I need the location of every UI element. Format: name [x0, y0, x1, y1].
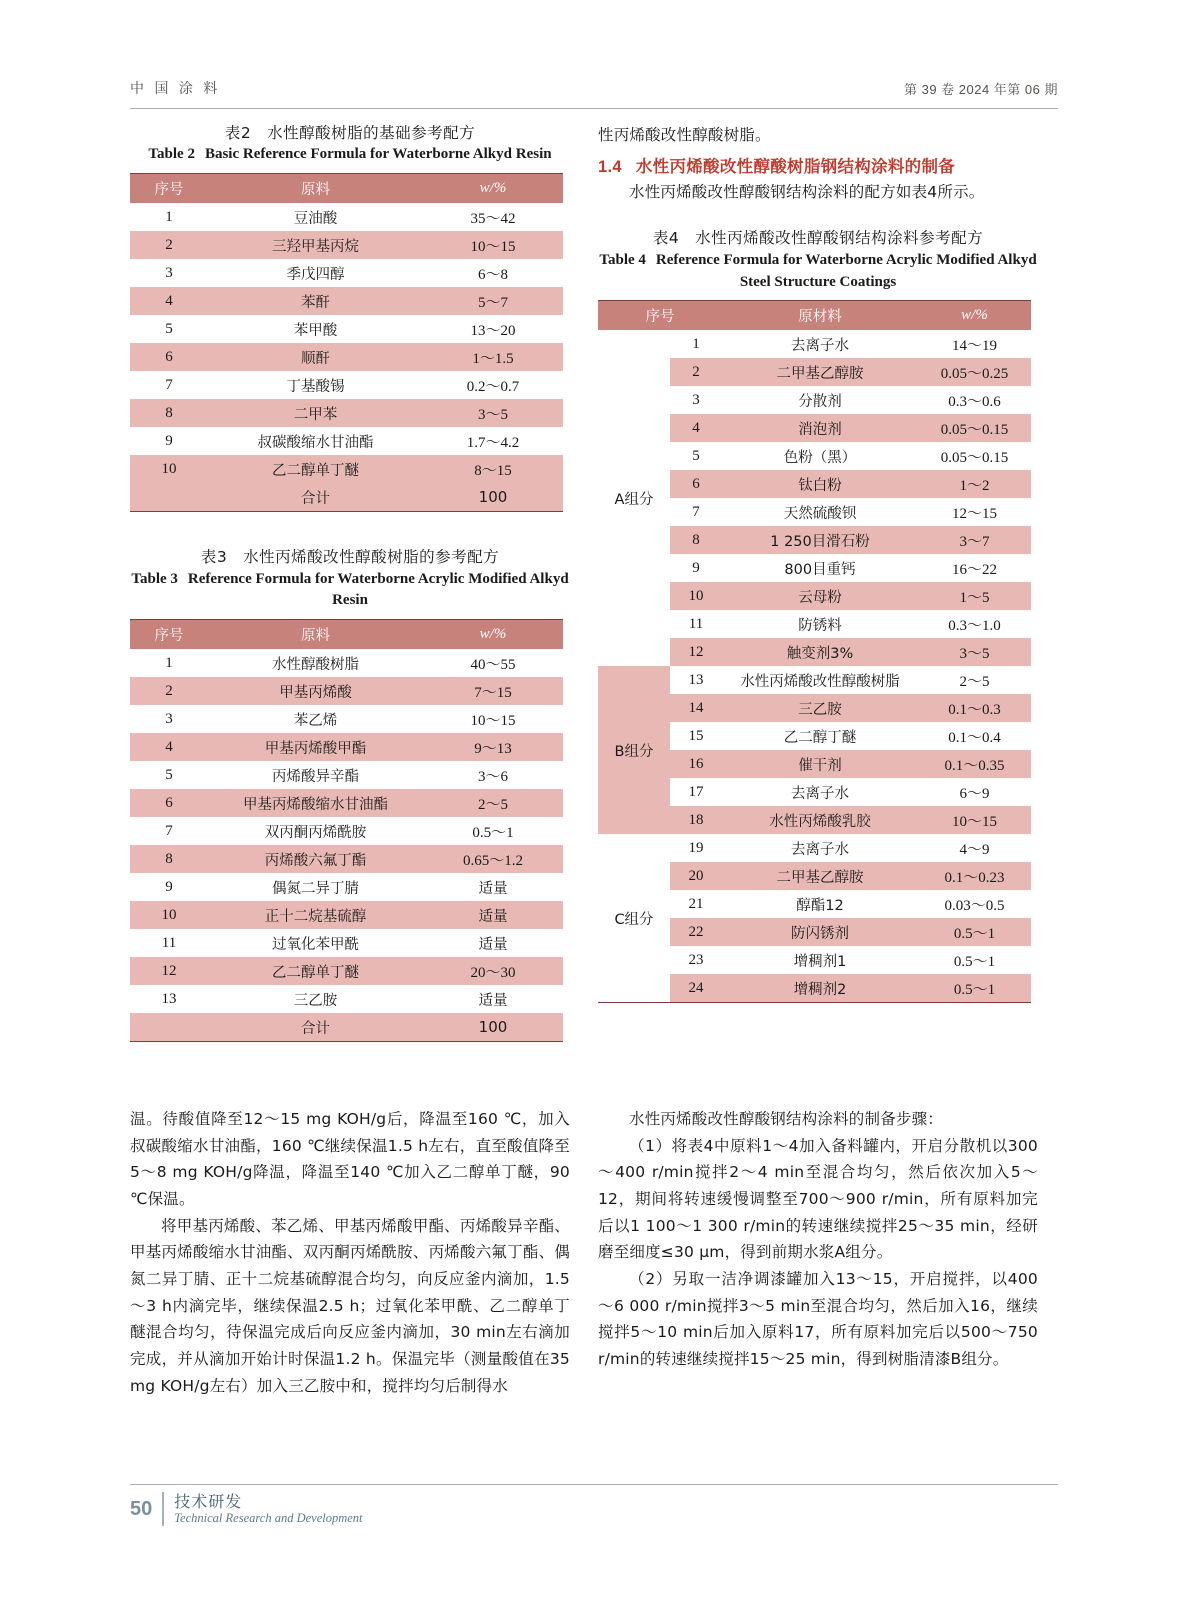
cell-no: 6: [130, 789, 208, 817]
table2-block: [130, 122, 570, 512]
cell-material: 分散剂: [722, 386, 918, 414]
cell-material: 叔碳酸缩水甘油酯: [208, 427, 423, 455]
cell-no: 6: [670, 470, 722, 498]
section-title: 水性丙烯酸改性醇酸树脂钢结构涂料的制备: [635, 156, 956, 176]
table-row: [598, 834, 1031, 862]
cell-value: 3～7: [918, 526, 1031, 554]
cell-material: 水性丙烯酸改性醇酸树脂: [722, 666, 918, 694]
cell-no: 3: [130, 259, 208, 287]
cell-material: 钛白粉: [722, 470, 918, 498]
table4-caption: [598, 227, 1038, 293]
cell-material: 水性醇酸树脂: [208, 649, 423, 677]
cell-no: 7: [130, 371, 208, 399]
issue-info: 第 39 卷 2024 年第 06 期: [903, 82, 1058, 97]
table2: [130, 173, 563, 512]
table2-col-material: 原料: [208, 174, 423, 204]
cell-no: 17: [670, 778, 722, 806]
cell-no: 22: [670, 918, 722, 946]
table2-total-row: [130, 483, 563, 512]
cell-material: 去离子水: [722, 834, 918, 862]
cell-value: 0.1～0.23: [918, 862, 1031, 890]
cell-value: 9～13: [423, 733, 563, 761]
table-row: [130, 203, 563, 231]
cell-value: 4～9: [918, 834, 1031, 862]
cell-no: 1: [130, 203, 208, 231]
header-rule: [130, 108, 1058, 109]
cell-value: 12～15: [918, 498, 1031, 526]
cell-value: 适量: [423, 901, 563, 929]
cell-value: 0.05～0.25: [918, 358, 1031, 386]
footer-section-cn: 技术研发: [174, 1491, 243, 1511]
table-row: [130, 455, 563, 483]
cell-material: 苯乙烯: [208, 705, 423, 733]
page-number: 50: [130, 1497, 153, 1520]
cell-material: 防锈料: [722, 610, 918, 638]
cell-material: 800目重钙: [722, 554, 918, 582]
group-label-b: B组分: [598, 666, 670, 834]
cell-no: 8: [670, 526, 722, 554]
cell-material: 增稠剂1: [722, 946, 918, 974]
right-lead-paragraph: 性丙烯酸改性醇酸树脂。: [598, 126, 771, 144]
table4-title-en: Reference Formula for Waterborne Acrylic Modified Alkyd Steel Structure Coatings: [655, 251, 1037, 290]
cell-no: 1: [130, 649, 208, 677]
paragraph: 将甲基丙烯酸、苯乙烯、甲基丙烯酸甲酯、丙烯酸异辛酯、甲基丙烯酸缩水甘油酯、双丙酮丙烯酰胺、丙烯酸六氟丁酯、偶氮二异丁腈、正十二烷基硫醇混合均匀，向反应釜内滴加，1.5～3 h内滴完毕，继续保温2.5 h；过氧化苯甲酰、乙二醇单丁醚混合均匀，待保温完成后向反应釜内滴加，30 min左右滴加完成，并从滴加开始计时保温1.2 h。保温完毕（测量酸值在35 mg KOH/g左右）加入三乙胺中和，搅拌均匀后制得水: [130, 1216, 570, 1395]
cell-value: 8～15: [423, 455, 563, 483]
table-row: [130, 845, 563, 873]
table-row: [130, 649, 563, 677]
table4-caption-en: [598, 250, 1038, 294]
cell-material: 丙烯酸六氟丁酯: [208, 845, 423, 873]
cell-material: 丙烯酸异辛酯: [208, 761, 423, 789]
table4-header-row: [598, 301, 1031, 331]
cell-material: 甲基丙烯酸缩水甘油酯: [208, 789, 423, 817]
table4-col-material: 原材料: [722, 301, 918, 331]
cell-no: 10: [670, 582, 722, 610]
cell-no: 9: [670, 554, 722, 582]
cell-no: 9: [130, 873, 208, 901]
total-label: 合计: [208, 1013, 423, 1042]
footer-inner: [130, 1492, 1058, 1526]
cell-material: 双丙酮丙烯酰胺: [208, 817, 423, 845]
table3-header-row: [130, 620, 563, 650]
cell-value: 0.05～0.15: [918, 442, 1031, 470]
table3-col-mass: w/%: [423, 620, 563, 650]
table4: [598, 300, 1031, 1003]
table-row: [130, 343, 563, 371]
table3-caption-en: [130, 569, 570, 613]
cell-value: 3～5: [423, 399, 563, 427]
cell-value: 20～30: [423, 957, 563, 985]
cell-value: 3～6: [423, 761, 563, 789]
table3-body: [130, 649, 563, 1042]
cell-no: 20: [670, 862, 722, 890]
table3-total-row: [130, 1013, 563, 1042]
cell-no: 5: [670, 442, 722, 470]
cell-no: 4: [130, 733, 208, 761]
cell-value: 6～8: [423, 259, 563, 287]
cell-value: 14～19: [918, 330, 1031, 358]
paragraph-steps-intro: 水性丙烯酸改性醇酸钢结构涂料的制备步骤：: [629, 1110, 944, 1128]
cell-no: 1: [670, 330, 722, 358]
footer-section-name: [174, 1493, 362, 1526]
cell-no: 2: [670, 358, 722, 386]
cell-value: 2～5: [423, 789, 563, 817]
table3-caption-cn: 表3 水性丙烯酸改性醇酸树脂的参考配方: [200, 548, 500, 567]
table-row: [130, 733, 563, 761]
cell-no: 3: [130, 705, 208, 733]
cell-material: 天然硫酸钡: [722, 498, 918, 526]
table2-caption-cn: 表2 水性醇酸树脂的基础参考配方: [224, 124, 476, 142]
cell-no: 21: [670, 890, 722, 918]
cell-no: 4: [670, 414, 722, 442]
table2-header-row: [130, 174, 563, 204]
cell-value: 0.5～1: [918, 974, 1031, 1003]
table-row: [130, 985, 563, 1013]
table-row: [130, 957, 563, 985]
cell-material: 正十二烷基硫醇: [208, 901, 423, 929]
table2-caption-en: [130, 144, 570, 166]
cell-value: 0.2～0.7: [423, 371, 563, 399]
cell-no: 9: [130, 427, 208, 455]
table2-caption: [130, 122, 570, 166]
table-row: [130, 705, 563, 733]
cell-no: 6: [130, 343, 208, 371]
table-row: [130, 371, 563, 399]
cell-no: 18: [670, 806, 722, 834]
cell-material: 丁基酸锡: [208, 371, 423, 399]
total-value: 100: [423, 1013, 563, 1042]
cell-material: 云母粉: [722, 582, 918, 610]
cell-value: 0.5～1: [423, 817, 563, 845]
cell-material: 三乙胺: [722, 694, 918, 722]
cell-value: 适量: [423, 985, 563, 1013]
cell-material: 乙二醇单丁醚: [208, 455, 423, 483]
section-number: 1.4: [598, 157, 622, 176]
cell-material: 防闪锈剂: [722, 918, 918, 946]
page-footer: [130, 1484, 1058, 1526]
cell-no: 4: [130, 287, 208, 315]
cell-material: 苯酐: [208, 287, 423, 315]
table2-col-no: 序号: [130, 174, 208, 204]
table-row: [130, 929, 563, 957]
table3: [130, 619, 563, 1042]
group-label-c: C组分: [598, 834, 670, 1003]
cell-no: 15: [670, 722, 722, 750]
cell-value: 2～5: [918, 666, 1031, 694]
table-row: [130, 761, 563, 789]
table-row: [130, 287, 563, 315]
cell-value: 0.1～0.35: [918, 750, 1031, 778]
cell-material: 甲基丙烯酸甲酯: [208, 733, 423, 761]
cell-no: 5: [130, 315, 208, 343]
cell-no: 23: [670, 946, 722, 974]
table-row: [598, 666, 1031, 694]
group-label-a: A组分: [598, 330, 670, 666]
cell-no: 10: [130, 901, 208, 929]
bottom-right-text: [598, 1106, 1038, 1373]
cell-no: 2: [130, 677, 208, 705]
total-label: 合计: [208, 483, 423, 512]
cell-value: 0.3～1.0: [918, 610, 1031, 638]
table4-col-no: 序号: [598, 301, 722, 331]
table3-col-material: 原料: [208, 620, 423, 650]
cell-value: 10～15: [423, 705, 563, 733]
table2-title-en: Basic Reference Formula for Waterborne Alkyd Resin: [204, 146, 552, 163]
cell-value: 10～15: [423, 231, 563, 259]
cell-material: 增稠剂2: [722, 974, 918, 1003]
cell-material: 顺酐: [208, 343, 423, 371]
table4-col-mass: w/%: [918, 301, 1031, 331]
table4-caption-cn: 表4 水性丙烯酸改性醇酸钢结构涂料参考配方: [652, 229, 984, 248]
cell-no: 3: [670, 386, 722, 414]
cell-no: 19: [670, 834, 722, 862]
left-column: [130, 122, 570, 1068]
cell-value: 0.65～1.2: [423, 845, 563, 873]
cell-value: 0.3～0.6: [918, 386, 1031, 414]
cell-no: 8: [130, 399, 208, 427]
paragraph-step-1: （1）将表4中原料1～4加入备料罐内，开启分散机以300～400 r/min搅拌2～4 min至混合均匀，然后依次加入5～12，期间将转速缓慢调整至700～900 r/min，所有原料加完后以1 100～1 300 r/min的转速继续搅拌25～35 min，经研磨至细度≤30 μm，得到前期水浆A组分。: [598, 1136, 1038, 1262]
journal-name: 中 国 涂 料: [130, 81, 221, 97]
cell-value: 0.5～1: [918, 918, 1031, 946]
cell-material: 水性丙烯酸乳胶: [722, 806, 918, 834]
table2-label-en: Table 2: [148, 146, 195, 163]
table-row: [130, 677, 563, 705]
cell-value: 适量: [423, 929, 563, 957]
table-row: [130, 315, 563, 343]
paragraph-step-2: （2）另取一洁净调漆罐加入13～15，开启搅拌，以400～6 000 r/min搅拌3～5 min至混合均匀，然后加入16，继续搅拌5～10 min后加入原料17，所有原料加完后以500～750 r/min的转速继续搅拌15～25 min，得到树脂清漆B组分。: [598, 1269, 1038, 1368]
cell-no: 12: [670, 638, 722, 666]
table3-caption: [130, 546, 570, 612]
cell-material: 季戊四醇: [208, 259, 423, 287]
cell-no: 13: [130, 985, 208, 1013]
table-row: [130, 817, 563, 845]
cell-material: 色粉（黑）: [722, 442, 918, 470]
cell-value: 40～55: [423, 649, 563, 677]
cell-material: 偶氮二异丁腈: [208, 873, 423, 901]
cell-material: 苯甲酸: [208, 315, 423, 343]
cell-material: 醇酯12: [722, 890, 918, 918]
cell-value: 6～9: [918, 778, 1031, 806]
table2-col-mass: w/%: [423, 174, 563, 204]
cell-value: 1～1.5: [423, 343, 563, 371]
cell-value: 0.5～1: [918, 946, 1031, 974]
cell-material: 1 250目滑石粉: [722, 526, 918, 554]
cell-no: 14: [670, 694, 722, 722]
table-row: [130, 399, 563, 427]
table-row: [130, 789, 563, 817]
cell-no: 11: [130, 929, 208, 957]
table4-block: [598, 227, 1038, 1003]
cell-material: 催干剂: [722, 750, 918, 778]
table-row: [130, 427, 563, 455]
paragraph-continued: 温。待酸值降至12～15 mg KOH/g后，降温至160 ℃，加入叔碳酸缩水甘油酯，160 ℃继续保温1.5 h左右，直至酸值降至5～8 mg KOH/g降温，降温至140 ℃加入乙二醇单丁醚，90 ℃保温。: [130, 1110, 570, 1208]
bottom-left-text: [130, 1106, 570, 1399]
cell-value: 适量: [423, 873, 563, 901]
table3-title-en: Reference Formula for Waterborne Acrylic Modified Alkyd Resin: [187, 570, 569, 609]
cell-value: 10～15: [918, 806, 1031, 834]
running-head: [130, 78, 1058, 104]
cell-no: 12: [130, 957, 208, 985]
cell-no: 7: [670, 498, 722, 526]
cell-material: 甲基丙烯酸: [208, 677, 423, 705]
table-row: [130, 259, 563, 287]
table-row: [598, 330, 1031, 358]
cell-value: 5～7: [423, 287, 563, 315]
right-column: [598, 122, 1038, 1029]
cell-material: 乙二醇丁醚: [722, 722, 918, 750]
table3-block: [130, 546, 570, 1042]
cell-no: 5: [130, 761, 208, 789]
table3-col-no: 序号: [130, 620, 208, 650]
cell-material: 去离子水: [722, 330, 918, 358]
cell-material: 三羟甲基丙烷: [208, 231, 423, 259]
cell-value: 1～5: [918, 582, 1031, 610]
cell-no: 7: [130, 817, 208, 845]
cell-material: 二甲基乙醇胺: [722, 862, 918, 890]
cell-no: 8: [130, 845, 208, 873]
table3-label-en: Table 3: [131, 570, 178, 587]
cell-value: 1～2: [918, 470, 1031, 498]
section-heading-1-4: [598, 153, 1038, 177]
cell-material: 乙二醇单丁醚: [208, 957, 423, 985]
cell-value: 3～5: [918, 638, 1031, 666]
cell-material: 二甲苯: [208, 399, 423, 427]
cell-no: 13: [670, 666, 722, 694]
table-row: [130, 901, 563, 929]
cell-material: 过氧化苯甲酰: [208, 929, 423, 957]
footer-rule: [130, 1484, 1058, 1485]
cell-no: 24: [670, 974, 722, 1003]
table-row: [130, 231, 563, 259]
table-row: [130, 873, 563, 901]
cell-material: 二甲基乙醇胺: [722, 358, 918, 386]
cell-value: 0.1～0.3: [918, 694, 1031, 722]
cell-no: 16: [670, 750, 722, 778]
section-paragraph: 水性丙烯酸改性醇酸钢结构涂料的配方如表4所示。: [629, 182, 985, 201]
cell-value: 35～42: [423, 203, 563, 231]
total-value: 100: [423, 483, 563, 512]
cell-value: 0.1～0.4: [918, 722, 1031, 750]
cell-value: 1.7～4.2: [423, 427, 563, 455]
footer-section-en: Technical Research and Development: [174, 1511, 363, 1525]
cell-no: 10: [130, 455, 208, 483]
cell-material: 三乙胺: [208, 985, 423, 1013]
table4-label-en: Table 4: [599, 251, 646, 268]
table2-body: [130, 203, 563, 512]
cell-material: 去离子水: [722, 778, 918, 806]
cell-value: 0.03～0.5: [918, 890, 1031, 918]
cell-no: 2: [130, 231, 208, 259]
cell-material: 豆油酸: [208, 203, 423, 231]
cell-value: 0.05～0.15: [918, 414, 1031, 442]
footer-divider: [162, 1492, 164, 1526]
cell-value: 13～20: [423, 315, 563, 343]
cell-material: 消泡剂: [722, 414, 918, 442]
cell-no: 11: [670, 610, 722, 638]
cell-value: 7～15: [423, 677, 563, 705]
table4-body: [598, 330, 1031, 1003]
cell-material: 触变剂3%: [722, 638, 918, 666]
cell-value: 16～22: [918, 554, 1031, 582]
